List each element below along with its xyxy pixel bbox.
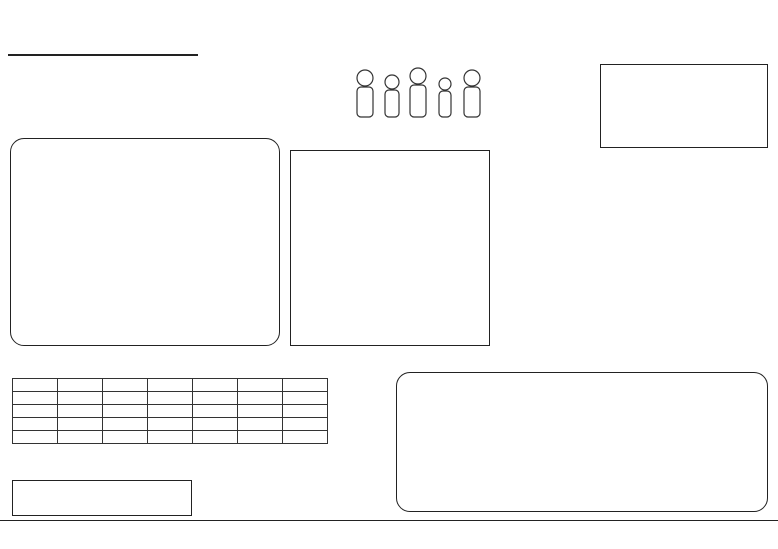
people-illustration <box>350 60 500 126</box>
newsletter-name-box <box>12 480 192 516</box>
ridership-section <box>12 354 382 474</box>
timeline-box <box>290 150 490 346</box>
footer-divider <box>0 520 778 521</box>
region-info-box <box>600 64 768 148</box>
issues-section <box>498 150 768 350</box>
left-feature-box <box>10 138 280 346</box>
rider-comments-box <box>396 372 768 512</box>
masthead-logo <box>8 8 198 56</box>
ridership-table <box>12 378 328 444</box>
